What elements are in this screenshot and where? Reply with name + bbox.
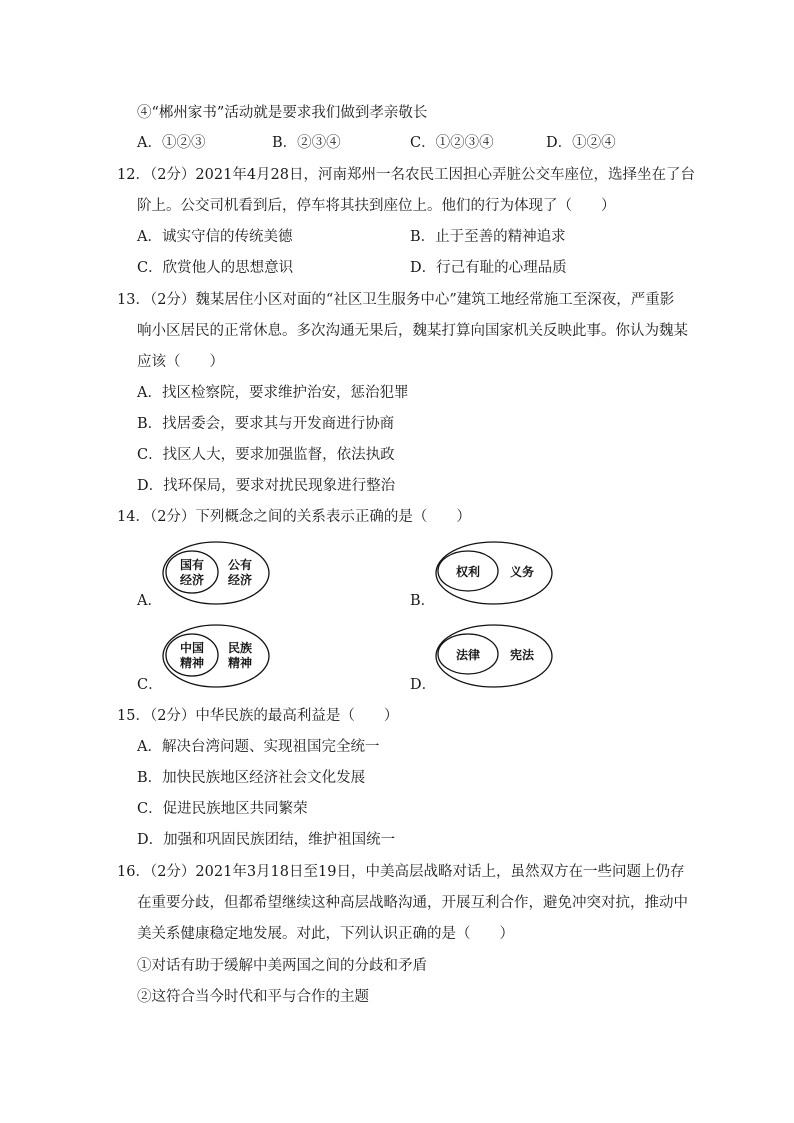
q14-fig-c-diagram: [160, 623, 272, 693]
q12-option-a: A．诚实守信的传统美德: [137, 229, 293, 245]
q14-fig-c-outer-l1: 民族: [227, 641, 253, 655]
q12-stem-line1: 12．（2分）2021年4月28日，河南郑州一名农民工因担心弄脏公交车座位，选择坐在了台: [117, 167, 696, 183]
q11-option-a: A．①②③: [137, 135, 206, 151]
q16-stem-line3: 美关系健康稳定地发展。对此，下列认识正确的是（ ）: [137, 926, 514, 942]
q15-option-d: D．加强和巩固民族团结，维护祖国统一: [137, 832, 396, 848]
q12-option-d: D．行己有耻的心理品质: [410, 260, 567, 276]
q15-option-c: C．促进民族地区共同繁荣: [137, 801, 308, 817]
q14-fig-b-label: B．: [410, 593, 436, 609]
q15-stem: 15．（2分）中华民族的最高利益是（ ）: [117, 708, 399, 724]
q14-fig-d-diagram: [434, 623, 556, 693]
q11-option-c: C．①②③④: [410, 135, 494, 151]
q15-option-b: B．加快民族地区经济社会文化发展: [137, 770, 366, 786]
q14-fig-d-label: D．: [410, 677, 437, 693]
q14-fig-b-inner: 权利: [455, 565, 481, 579]
q14-fig-a-label: A．: [137, 593, 162, 609]
q16-item-2: ②这符合当今时代和平与合作的主题: [137, 989, 369, 1005]
q13-stem-line2: 响小区居民的正常休息。多次沟通无果后，魏某打算向国家机关反映此事。你认为魏某: [137, 323, 688, 339]
q13-option-c: C．找区人大，要求加强监督，依法执政: [137, 447, 395, 463]
q11-option-b: B．②③④: [272, 135, 341, 151]
q14-fig-c-inner-l2: 精神: [179, 656, 205, 670]
q12-stem-line2: 阶上。公交司机看到后，停车将其扶到座位上。他们的行为体现了（ ）: [137, 198, 616, 214]
q14-fig-c-label: C．: [137, 677, 163, 693]
q12-option-c: C．欣赏他人的思想意识: [137, 260, 294, 276]
q14-fig-a-outer-l2: 经济: [227, 573, 253, 587]
q14-fig-b-diagram: [434, 540, 556, 610]
q14-fig-a-inner-l2: 经济: [179, 573, 205, 587]
q16-stem-line2: 在重要分歧，但都希望继续这种高层战略沟通，开展互利合作，避免冲突对抗，推动中: [137, 895, 688, 911]
q13-option-d: D．找环保局，要求对扰民现象进行整治: [137, 478, 396, 494]
q13-option-a: A．找区检察院，要求维护治安，惩治犯罪: [137, 385, 409, 401]
q16-stem-line1: 16．（2分）2021年3月18日至19日，中美高层战略对话上，虽然双方在一些问题上仍存: [117, 864, 685, 880]
q14-fig-a-outer-l1: 公有: [227, 558, 253, 572]
q14-fig-a-diagram: [160, 540, 272, 610]
q15-option-a: A．解决台湾问题、实现祖国完全统一: [137, 739, 380, 755]
q14-fig-d-outer: 宪法: [509, 648, 535, 662]
q13-stem-line1: 13．（2分）魏某居住小区对面的“社区卫生服务中心”建筑工地经常施工至深夜，严重影: [117, 292, 675, 308]
q14-fig-a-inner-l1: 国有: [179, 558, 205, 572]
q11-option-d: D．①②④: [546, 135, 616, 151]
q14-fig-d-inner: 法律: [455, 648, 481, 662]
q11-item-4: ④“郴州家书”活动就是要求我们做到孝亲敬长: [137, 105, 428, 121]
q13-option-b: B．找居委会，要求其与开发商进行协商: [137, 416, 395, 432]
q16-item-1: ①对话有助于缓解中美两国之间的分歧和矛盾: [137, 958, 427, 974]
q14-fig-b-outer: 义务: [509, 565, 535, 579]
q14-fig-c-inner-l1: 中国: [179, 641, 205, 655]
q13-stem-line3: 应该（ ）: [137, 354, 224, 370]
q14-stem: 14．（2分）下列概念之间的关系表示正确的是（ ）: [117, 509, 471, 525]
q14-fig-c-outer-l2: 精神: [227, 656, 253, 670]
q12-option-b: B．止于至善的精神追求: [410, 229, 566, 245]
